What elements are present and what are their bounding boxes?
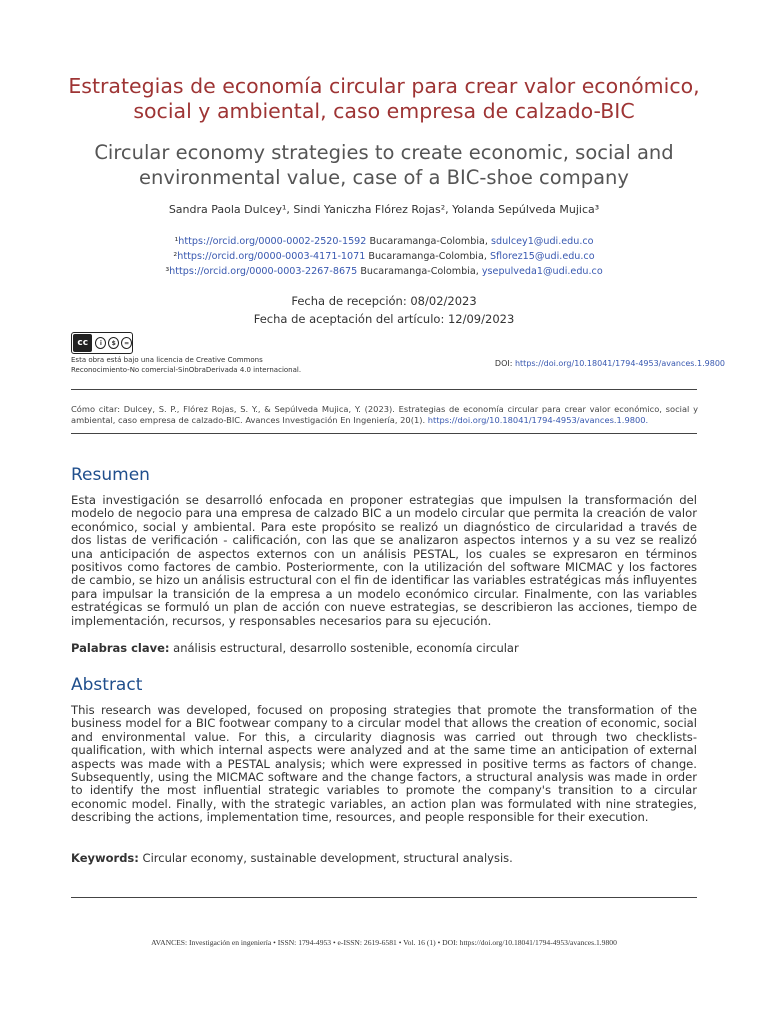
affiliation-sup: ¹ bbox=[174, 236, 179, 247]
journal-footer: AVANCES: Investigación en ingeniería • ISSN: 1794-4953 • e-ISSN: 2619-6581 • Vol. 16 (1) • DOI: https://doi.org/10.18041/1794-4953/avances.1.9800 bbox=[151, 938, 617, 947]
affiliation-sup: ³ bbox=[165, 266, 170, 277]
title-english-line1: Circular economy strategies to create economic, social and bbox=[94, 141, 674, 164]
palabras-clave bbox=[71, 641, 697, 655]
by-icon: i bbox=[95, 337, 106, 349]
palabras-text: análisis estructural, desarrollo sostenible, economía circular bbox=[169, 641, 519, 655]
title-spanish-line1: Estrategias de economía circular para crear valor económico, bbox=[68, 74, 700, 98]
cc-logo-icon: cc bbox=[73, 334, 92, 352]
doi bbox=[495, 359, 725, 368]
keywords-text: Circular economy, sustainable development, structural analysis. bbox=[138, 851, 513, 865]
received-date: Fecha de recepción: 08/02/2023 bbox=[291, 294, 477, 308]
abstract-text: This research was developed, focused on proposing strategies that promote the transformation of the business model for a BIC footwear company to a circular model that allows the creation of economic, social and environmental value. For this, a circularity diagnosis was carried out through two checklists-qualification, with which internal aspects were analyzed and at the same time an anticipation of external aspects was made with a PESTAL analysis; which were expressed in positive terms as factors of change. Subsequently, using the MICMAC software and the change factors, a structural analysis was made in order to identify the most influential strategic variables to promote the company's transition to a circular economic model. Finally, with the strategic variables, an action plan was formulated with nine strategies, describing the actions, implementation time, resources, and people responsible for their execution. bbox=[71, 703, 697, 825]
citation-text: Cómo citar: Dulcey, S. P., Flórez Rojas, S. Y., & Sepúlveda Mujica, Y. (2023). Estrategias de economía circular para crear valor económico, social y ambiental, caso empresa de calzado-BIC. Avances Investigación En Ingeniería, 20(1). bbox=[71, 404, 698, 425]
email-link-1[interactable]: sdulcey1@udi.edu.co bbox=[491, 236, 594, 247]
license-line2: Reconocimiento-No comercial-SinObraDerivada 4.0 internacional. bbox=[71, 365, 302, 374]
affiliation-1 bbox=[40, 236, 728, 247]
license-note bbox=[71, 356, 371, 375]
abstract-heading: Abstract bbox=[71, 675, 143, 695]
license-line1: Esta obra está bajo una licencia de Creative Commons bbox=[71, 356, 263, 364]
affiliation-place: Bucaramanga-Colombia, bbox=[365, 251, 490, 262]
affiliation-place: Bucaramanga-Colombia, bbox=[366, 236, 491, 247]
nd-icon: = bbox=[121, 337, 132, 349]
citation bbox=[71, 404, 698, 426]
affiliation-3 bbox=[40, 266, 728, 277]
footer-divider bbox=[71, 897, 697, 898]
accepted-date: Fecha de aceptación del artículo: 12/09/2023 bbox=[253, 312, 515, 326]
title-english bbox=[40, 140, 728, 190]
title-spanish bbox=[40, 74, 728, 124]
resumen-heading: Resumen bbox=[71, 465, 150, 485]
doi-link[interactable]: https://doi.org/10.18041/1794-4953/avances.1.9800 bbox=[514, 359, 725, 368]
creative-commons-badge[interactable] bbox=[71, 332, 133, 354]
title-spanish-line2: social y ambiental, caso empresa de calzado-BIC bbox=[133, 99, 635, 123]
doi-label: DOI: bbox=[494, 359, 515, 368]
title-english-line2: environmental value, case of a BIC-shoe company bbox=[139, 166, 629, 189]
orcid-link-3[interactable]: https://orcid.org/0000-0003-2267-8675 bbox=[169, 266, 358, 277]
orcid-link-2[interactable]: https://orcid.org/0000-0003-4171-1071 bbox=[177, 251, 366, 262]
nc-icon: $ bbox=[108, 337, 119, 349]
keywords-label: Keywords: bbox=[71, 851, 139, 865]
affiliation-place: Bucaramanga-Colombia, bbox=[357, 266, 482, 277]
citation-doi-link[interactable]: https://doi.org/10.18041/1794-4953/avances.1.9800. bbox=[427, 415, 649, 425]
divider bbox=[71, 433, 697, 434]
email-link-3[interactable]: ysepulveda1@udi.edu.co bbox=[481, 266, 603, 277]
authors: Sandra Paola Dulcey¹, Sindi Yaniczha Flórez Rojas², Yolanda Sepúlveda Mujica³ bbox=[168, 203, 600, 216]
resumen-text: Esta investigación se desarrolló enfocada en proponer estrategias que impulsen la transformación del modelo de negocio para una empresa de calzado BIC a un modelo circular que permita la creación de valor económico, social y ambiental. Para este propósito se realizó un diagnóstico de circularidad a través de dos listas de verificación - calificación, con las que se analizaron aspectos internos y a su vez se realizó una anticipación de aspectos externos con un análisis PESTAL, los cuales se expresaron en términos positivos como factores de cambio. Posteriormente, con la utilización del software MICMAC y los factores de cambio, se hizo un análisis estructural con el fin de identificar las variables estratégicas más influyentes para impulsar la transición de la empresa a un modelo económico circular. Finalmente, con las variables estratégicas se formuló un plan de acción con nueve estrategias, se describieron las acciones, tiempo de implementación, recursos, y responsables necesarios para su ejecución. bbox=[71, 493, 697, 628]
orcid-link-1[interactable]: https://orcid.org/0000-0002-2520-1592 bbox=[178, 236, 367, 247]
palabras-label: Palabras clave: bbox=[71, 641, 170, 655]
divider bbox=[71, 389, 697, 390]
affiliation-2 bbox=[40, 251, 728, 262]
affiliation-sup: ² bbox=[173, 251, 178, 262]
keywords bbox=[71, 851, 697, 865]
email-link-2[interactable]: Sflorez15@udi.edu.co bbox=[489, 251, 595, 262]
